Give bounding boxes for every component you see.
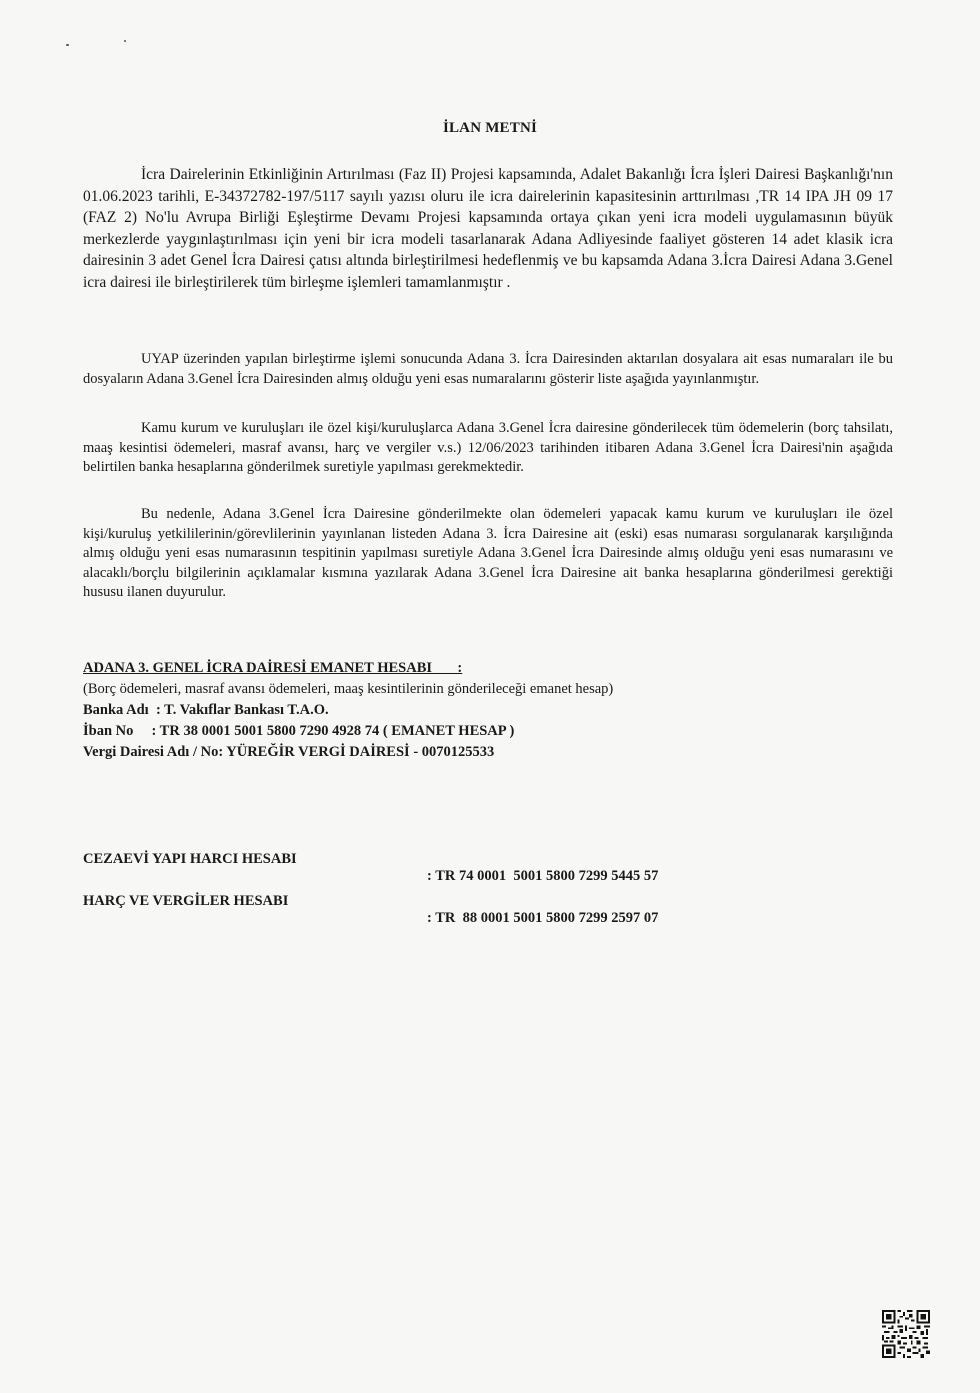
scan-speck <box>66 44 69 46</box>
paragraph-1 <box>83 164 893 293</box>
paragraph-4 <box>83 505 893 603</box>
qr-code-icon <box>882 1310 930 1358</box>
escrow-account-heading: ADANA 3. GENEL İCRA DAİRESİ EMANET HESABI : <box>83 660 463 676</box>
paragraph-2 <box>83 350 893 389</box>
iban-number: İban No : TR 38 0001 5001 5800 7290 4928 74 ( EMANET HESAP ) <box>83 723 515 739</box>
bank-name: Banka Adı : T. Vakıflar Bankası T.A.O. <box>83 702 329 718</box>
fee-iban: : TR 74 0001 5001 5800 7299 5445 57 <box>427 868 659 884</box>
escrow-account-note: (Borç ödemeleri, masraf avansı ödemeleri, maaş kesintilerinin gönderileceği emanet hesap) <box>83 681 614 697</box>
fees-and-taxes-row <box>83 876 903 944</box>
paragraph-1-text: İcra Dairelerinin Etkinliğinin Artırılması (Faz II) Projesi kapsamında, Adalet Bakanlığı İcra İşleri Dairesi Başkanlığı'nın 01.06.2023 tarihli, E-34372782-197/5117 sayılı yazısı oluru ile icra dairelerinin kapasitesinin arttırılması ,TR 14 IPA JH 09 17 (FAZ 2) No'lu Avrupa Birliği Eşleştirme Devamı Projesi kapsamında ortaya çıkan yeni icra modeli uygulamasının büyük merkezlerde yaygınlaştırılması için yeni bir icra modeli tasarlanarak Adana Adliyesinde faaliyet gösteren 14 adet klasik icra dairesinin 3 adet Genel İcra Dairesi çatısı altında birleştirilmesi hedeflenmiş ve bu kapsamda Adana 3.İcra Dairesi Adana 3.Genel icra dairesi ile birleştirilerek tüm birleşme işlemleri tamamlanmıştır . <box>83 166 893 291</box>
scan-speck <box>124 40 126 42</box>
tax-office: Vergi Dairesi Adı / No: YÜREĞİR VERGİ DAİRESİ - 0070125533 <box>83 744 495 760</box>
escrow-account-block <box>83 658 903 763</box>
fee-label: CEZAEVİ YAPI HARCI HESABI <box>83 851 297 867</box>
fee-label: HARÇ VE VERGİLER HESABI <box>83 893 289 909</box>
paragraph-4-text: Bu nedenle, Adana 3.Genel İcra Dairesine gönderilmekte olan ödemeleri yapacak kamu kurum ve kuruluşları ile özel kişi/kuruluş yetkililerinin/görevlilerinin yayınlanan listeden Adana 3. İcra Dairesine ait (eski) esas numarası sorgulanarak karşılığında almış olduğu yeni esas numarasının tespitinin yapılması suretiyle Adana 3.Genel İcra Dairesinde almış olduğu yeni esas numarasını ve alacaklı/borçlu bilgilerinin açıklamalar kısmına yazılarak Adana 3.Genel İcra Dairesine ait banka hesaplarına gönderilmesi gerektiği hususu ilanen duyurulur. <box>83 506 893 600</box>
document-title: İLAN METNİ <box>442 120 538 136</box>
fee-iban: : TR 88 0001 5001 5800 7299 2597 07 <box>427 910 659 926</box>
paragraph-2-text: UYAP üzerinden yapılan birleştirme işlemi sonucunda Adana 3. İcra Dairesinden aktarılan dosyalara ait esas numaraları ile bu dosyaların Adana 3.Genel İcra Dairesinden almış olduğu yeni esas numaralarını gösterir liste aşağıda yayınlanmıştır. <box>83 351 893 387</box>
paragraph-3-text: Kamu kurum ve kuruluşları ile özel kişi/kuruluşlarca Adana 3.Genel İcra dairesine gönderilecek tüm ödemelerin (borç tahsilatı, maaş kesintisi ödemeleri, masraf avansı, harç ve vergiler v.s.) 12/06/2023 tarihinden itibaren Adana 3.Genel İcra Dairesi'nin aşağıda belirtilen banka hesaplarına gönderilmek suretiyle yapılması gerekmektedir. <box>83 420 893 475</box>
paragraph-3 <box>83 419 893 478</box>
